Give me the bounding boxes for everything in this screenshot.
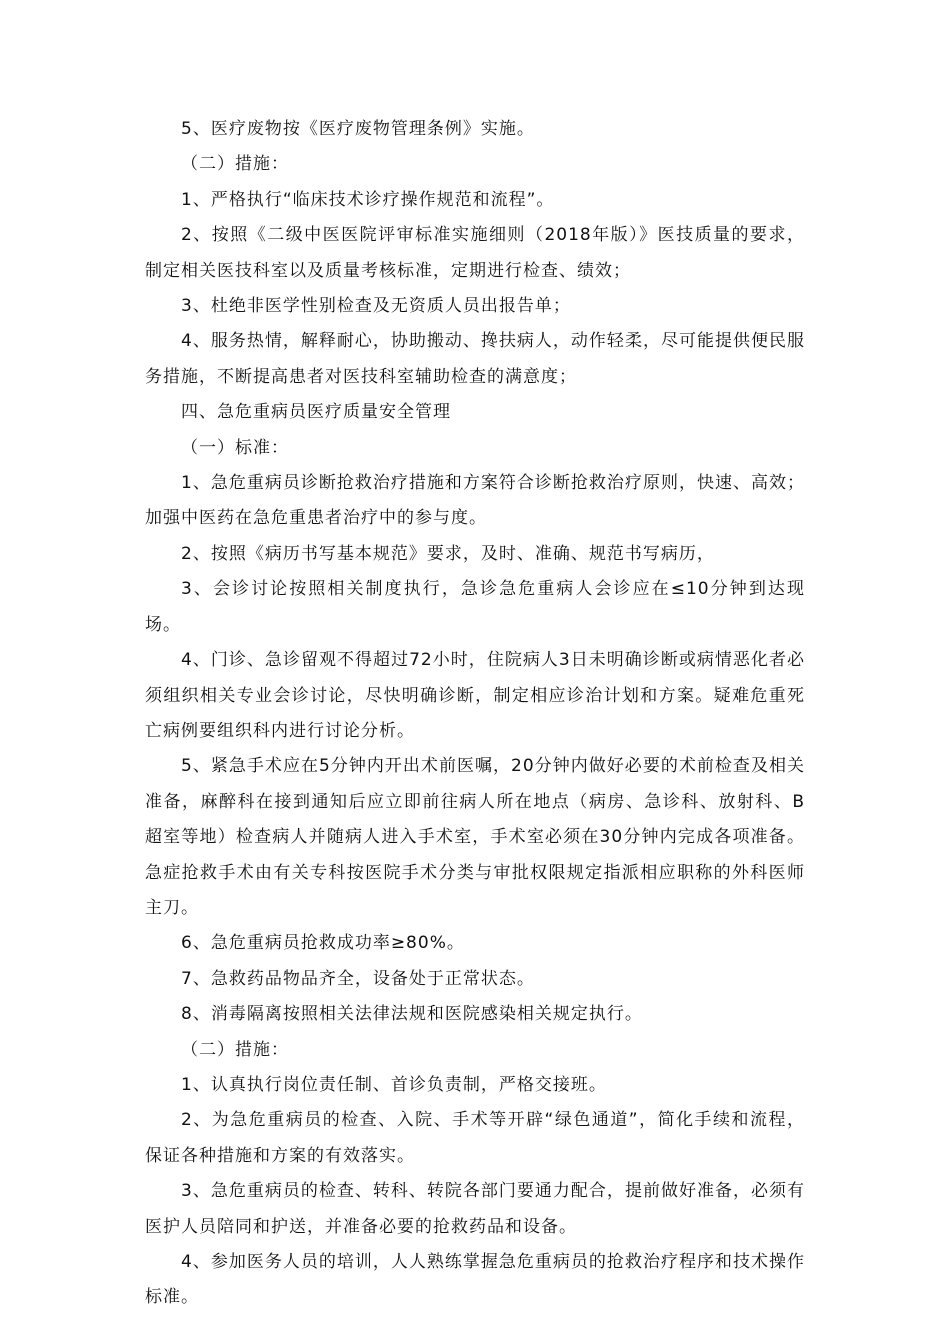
paragraph-medical-waste: 5、医疗废物按《医疗废物管理条例》实施。: [181, 119, 535, 139]
paragraph-emergency-supplies: 7、急救药品物品齐全，设备处于正常状态。: [181, 968, 535, 989]
section-heading-critical-patients: 四、急危重病员医疗质量安全管理: [181, 402, 451, 423]
paragraph-medical-records: 2、按照《病历书写基本规范》要求，及时、准确、规范书写病历，: [181, 543, 715, 564]
document-body: [145, 112, 805, 1316]
heading-measures-2: （二）措施：: [181, 1039, 289, 1060]
paragraph-green-channel: 2、为急危重病员的检查、入院、手术等开辟“绿色通道”，简化手续和流程，保证各种措施和方案的有效落实。: [145, 1110, 805, 1166]
paragraph-consultation: 3、会诊讨论按照相关制度执行，急诊急危重病人会诊应在≤10分钟到达现场。: [145, 579, 805, 635]
paragraph-service-attitude: 4、服务热情，解释耐心，协助搬动、搀扶病人，动作轻柔，尽可能提供便民服务措施，不断提高患者对医技科室辅助检查的满意度；: [145, 331, 805, 387]
paragraph-quality-standards: 2、按照《二级中医医院评审标准实施细则（2018年版）》医技质量的要求，制定相关医技科室以及质量考核标准，定期进行检查、绩效；: [145, 225, 805, 281]
heading-measures-1: （二）措施：: [181, 154, 289, 175]
heading-standards: （一）标准：: [181, 437, 289, 458]
paragraph-rescue-rate: 6、急危重病员抢救成功率≥80%。: [181, 933, 465, 954]
paragraph-strict-execution: 1、严格执行“临床技术诊疗操作规范和流程”。: [181, 189, 555, 210]
paragraph-disinfection: 8、消毒隔离按照相关法律法规和医院感染相关规定执行。: [181, 1004, 643, 1025]
paragraph-emergency-surgery: 5、紧急手术应在5分钟内开出术前医嘱，20分钟内做好必要的术前检查及相关准备，麻醉科在接到通知后应立即前往病人所在地点（病房、急诊科、放射科、B超室等地）检查病人并随病人进入手术室，手术室必须在30分钟内完成各项准备。急症抢救手术由有关专科按医院手术分类与审批权限规定指派相应职称的外科医师主刀。: [145, 756, 805, 918]
paragraph-staff-training: 4、参加医务人员的培训，人人熟练掌握急危重病员的抢救治疗程序和技术操作标准。: [145, 1252, 805, 1308]
paragraph-rescue-treatment: 1、急危重病员诊断抢救治疗措施和方案符合诊断抢救治疗原则，快速、高效；加强中医药在急危重患者治疗中的参与度。: [145, 473, 805, 529]
paragraph-observation-limit: 4、门诊、急诊留观不得超过72小时，住院病人3日未明确诊断或病情恶化者必须组织相关专业会诊讨论，尽快明确诊断，制定相应诊治计划和方案。疑难危重死亡病例要组织科内进行讨论分析。: [145, 650, 805, 741]
paragraph-no-gender-check: 3、杜绝非医学性别检查及无资质人员出报告单；: [181, 296, 571, 317]
paragraph-department-cooperation: 3、急危重病员的检查、转科、转院各部门要通力配合，提前做好准备，必须有医护人员陪同和护送，并准备必要的抢救药品和设备。: [145, 1181, 805, 1237]
paragraph-responsibility-system: 1、认真执行岗位责任制、首诊负责制，严格交接班。: [181, 1074, 607, 1095]
